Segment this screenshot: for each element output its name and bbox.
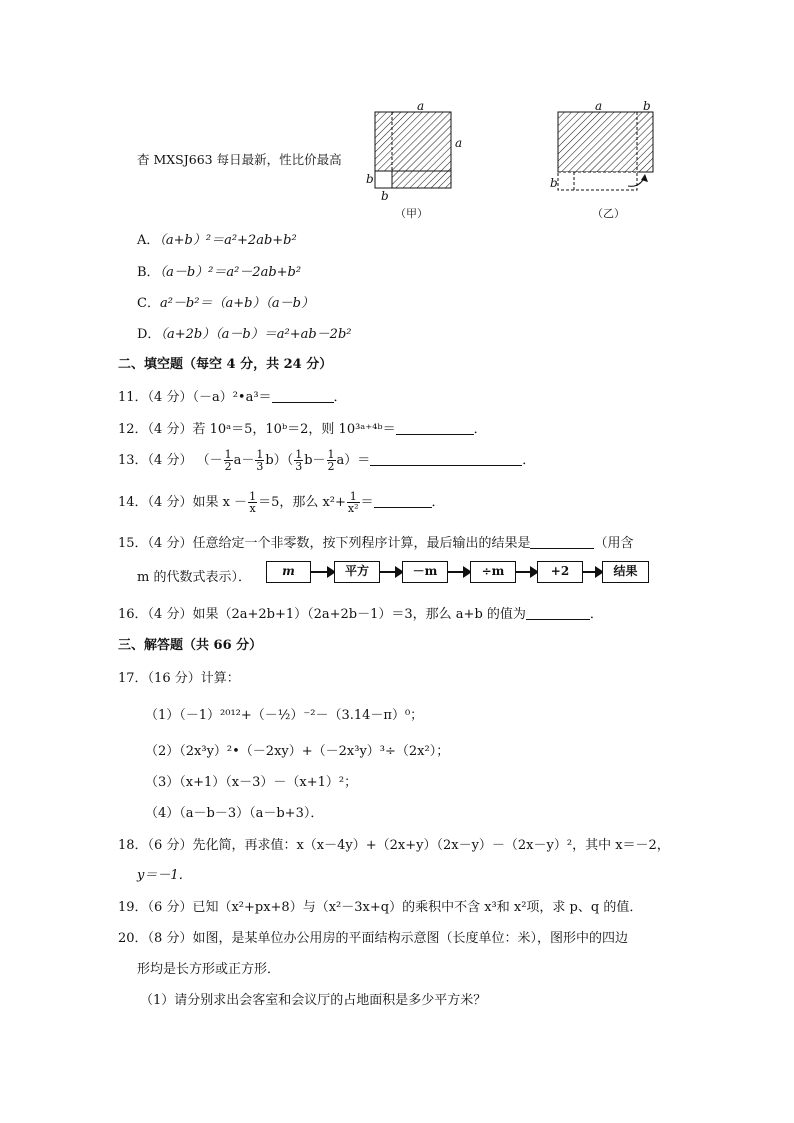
q14-text-b: ＝5，那么 x²+ [258,495,346,510]
q14-answer-blank [374,495,432,508]
intro-line: 杳 MXSJ663 每日最新，性比价最高 [137,152,342,167]
flow-box-m: m [266,561,311,583]
option-b [137,261,301,280]
q11-end: ． [333,390,347,405]
q11-number: 11． [118,390,148,405]
q14-score: （4 分） [147,495,193,510]
jia-label-a-top: a [417,99,425,113]
q15-number: 15． [118,536,148,551]
yi-label-a-top: a [595,99,603,113]
q18-score: （6 分） [147,838,193,853]
q15-score: （4 分） [147,536,193,551]
q17-score: （16 分） [147,671,201,686]
jia-label-b-left: b [366,172,374,186]
flow-box-square: 平方 [334,561,380,583]
question-18 [118,834,670,853]
q20-line-2: 形均是长方形或正方形． [137,962,281,977]
option-c-text: a²－b²＝（a+b）（a－b） [159,296,314,311]
q13-number: 13． [118,453,148,468]
q16-text: 如果（2a+2b+1）（2a+2b－1）＝3，那么 a+b 的值为 [192,607,526,622]
question-11 [118,386,347,405]
q16-answer-blank [526,607,590,620]
option-b-text: （a－b）²＝a²－2ab+b² [159,265,302,280]
q12-number: 12． [118,422,148,437]
option-c [137,292,314,311]
option-a [137,229,297,248]
section-2-title: 二、填空题（每空 4 分，共 24 分） [118,357,333,372]
q17-item-2: （2）（2x³y）²•（－2xy）+（－2x³y）³÷（2x²）； [145,744,450,759]
question-12 [118,418,487,437]
flow-box-divide-m: ÷m [470,561,516,583]
q19-text: 已知（x²+px+8）与（x²－3x+q）的乘积中不含 x³和 x²项，求 p、q 的值． [192,900,643,915]
q14-text-c: ＝ [360,495,374,510]
option-d-letter: D． [137,327,161,342]
q15-answer-blank [530,536,594,549]
flow-arrow [583,571,602,573]
option-b-letter: B． [137,265,160,280]
option-a-letter: A． [137,233,160,248]
q17-item-3: （3）（x+1）（x－3）－（x+1）²； [145,775,358,790]
q20-sub-1: （1）请分别求出会客室和会议厅的占地面积是多少平方米？ [140,993,487,1008]
question-17 [118,667,240,686]
q12-score: （4 分） [147,422,193,437]
q15-text-end: （用含 [594,536,634,551]
q17-item-1: （1）（－1）²⁰¹²+（－½）⁻²－（3.14－π）⁰； [145,708,424,723]
section-3-title: 三、解答题（共 66 分） [118,638,263,653]
question-19 [118,896,642,915]
q13-score: （4 分） [147,453,193,468]
q20-line-1: 如图，是某单位办公用房的平面结构示意图（长度单位：米），图形中的四边 [192,931,628,946]
q18-number: 18． [118,838,148,853]
q18-line-1: 先化简，再求值：x（x－4y）+（2x+y）（2x－y）－（2x－y）²，其中 x＝－2， [192,838,670,853]
jia-label-b-bottom: b [381,189,389,203]
q17-item-4: （4）（a－b－3）（a－b+3）． [145,806,324,821]
option-d-text: （a+2b）（a－b）＝a²+ab－2b² [160,327,352,342]
option-a-text: （a+b）²＝a²+2ab+b² [159,233,297,248]
q11-score: （4 分） [147,390,193,405]
yi-caption: （乙） [592,207,625,220]
q13-end: ． [522,453,536,468]
q12-end: ． [473,422,487,437]
question-13 [118,448,535,474]
q14-end: ． [431,495,445,510]
flow-box-plus-2: +2 [537,561,583,583]
flow-arrow [516,571,537,573]
q11-answer-blank [272,390,334,403]
q16-end: ． [589,607,603,622]
q15-text: 任意给定一个非零数，按下列程序计算，最后输出的结果是 [192,536,531,551]
figure-yi [548,100,663,200]
flow-arrow [311,571,334,573]
q17-text: 计算： [200,671,240,686]
q13-answer-blank [370,453,522,466]
question-16 [118,603,603,622]
q16-number: 16． [118,607,148,622]
jia-caption: （甲） [395,207,428,220]
flow-arrow [448,571,470,573]
question-14: 14．（4 分）如果 x － $\frac{1}{x}$ ＝5，那么 x²+ $\frac{1}{\text{x²}}$ ＝ ． [118,490,445,515]
q14-text-a: 如果 x － [192,495,248,510]
q17-number: 17． [118,671,148,686]
yi-label-b-left: b [550,176,558,190]
q20-score: （8 分） [147,931,193,946]
flow-box-minus-m: －m [402,561,448,583]
question-15 [118,532,633,551]
q12-answer-blank [396,422,474,435]
q19-score: （6 分） [147,900,193,915]
option-d [137,323,351,342]
q11-text: （－a）²•a³＝ [192,390,272,405]
jia-label-a-right: a [455,136,463,150]
q20-number: 20． [118,931,148,946]
q14-number: 14． [118,495,148,510]
q13-expression: （－ $\frac{1}{2}$ a－ $\frac{1}{3}$ b）（ $\frac{1}{3}$ b－ $\frac{1}{2}$ a）＝ [196,448,371,473]
flow-box-result: 结果 [602,561,649,583]
q19-number: 19． [118,900,148,915]
option-c-letter: C． [137,296,160,311]
question-20 [118,927,628,946]
q15-line-2: m 的代数式表示）． [137,570,251,585]
yi-label-b-top: b [643,99,651,113]
q18-line-2: y＝－1． [137,868,192,883]
q12-text: 若 10ᵃ＝5，10ᵇ＝2，则 10³ᵃ⁺⁴ᵇ＝ [192,422,396,437]
flow-arrow [380,571,402,573]
q16-score: （4 分） [147,607,193,622]
